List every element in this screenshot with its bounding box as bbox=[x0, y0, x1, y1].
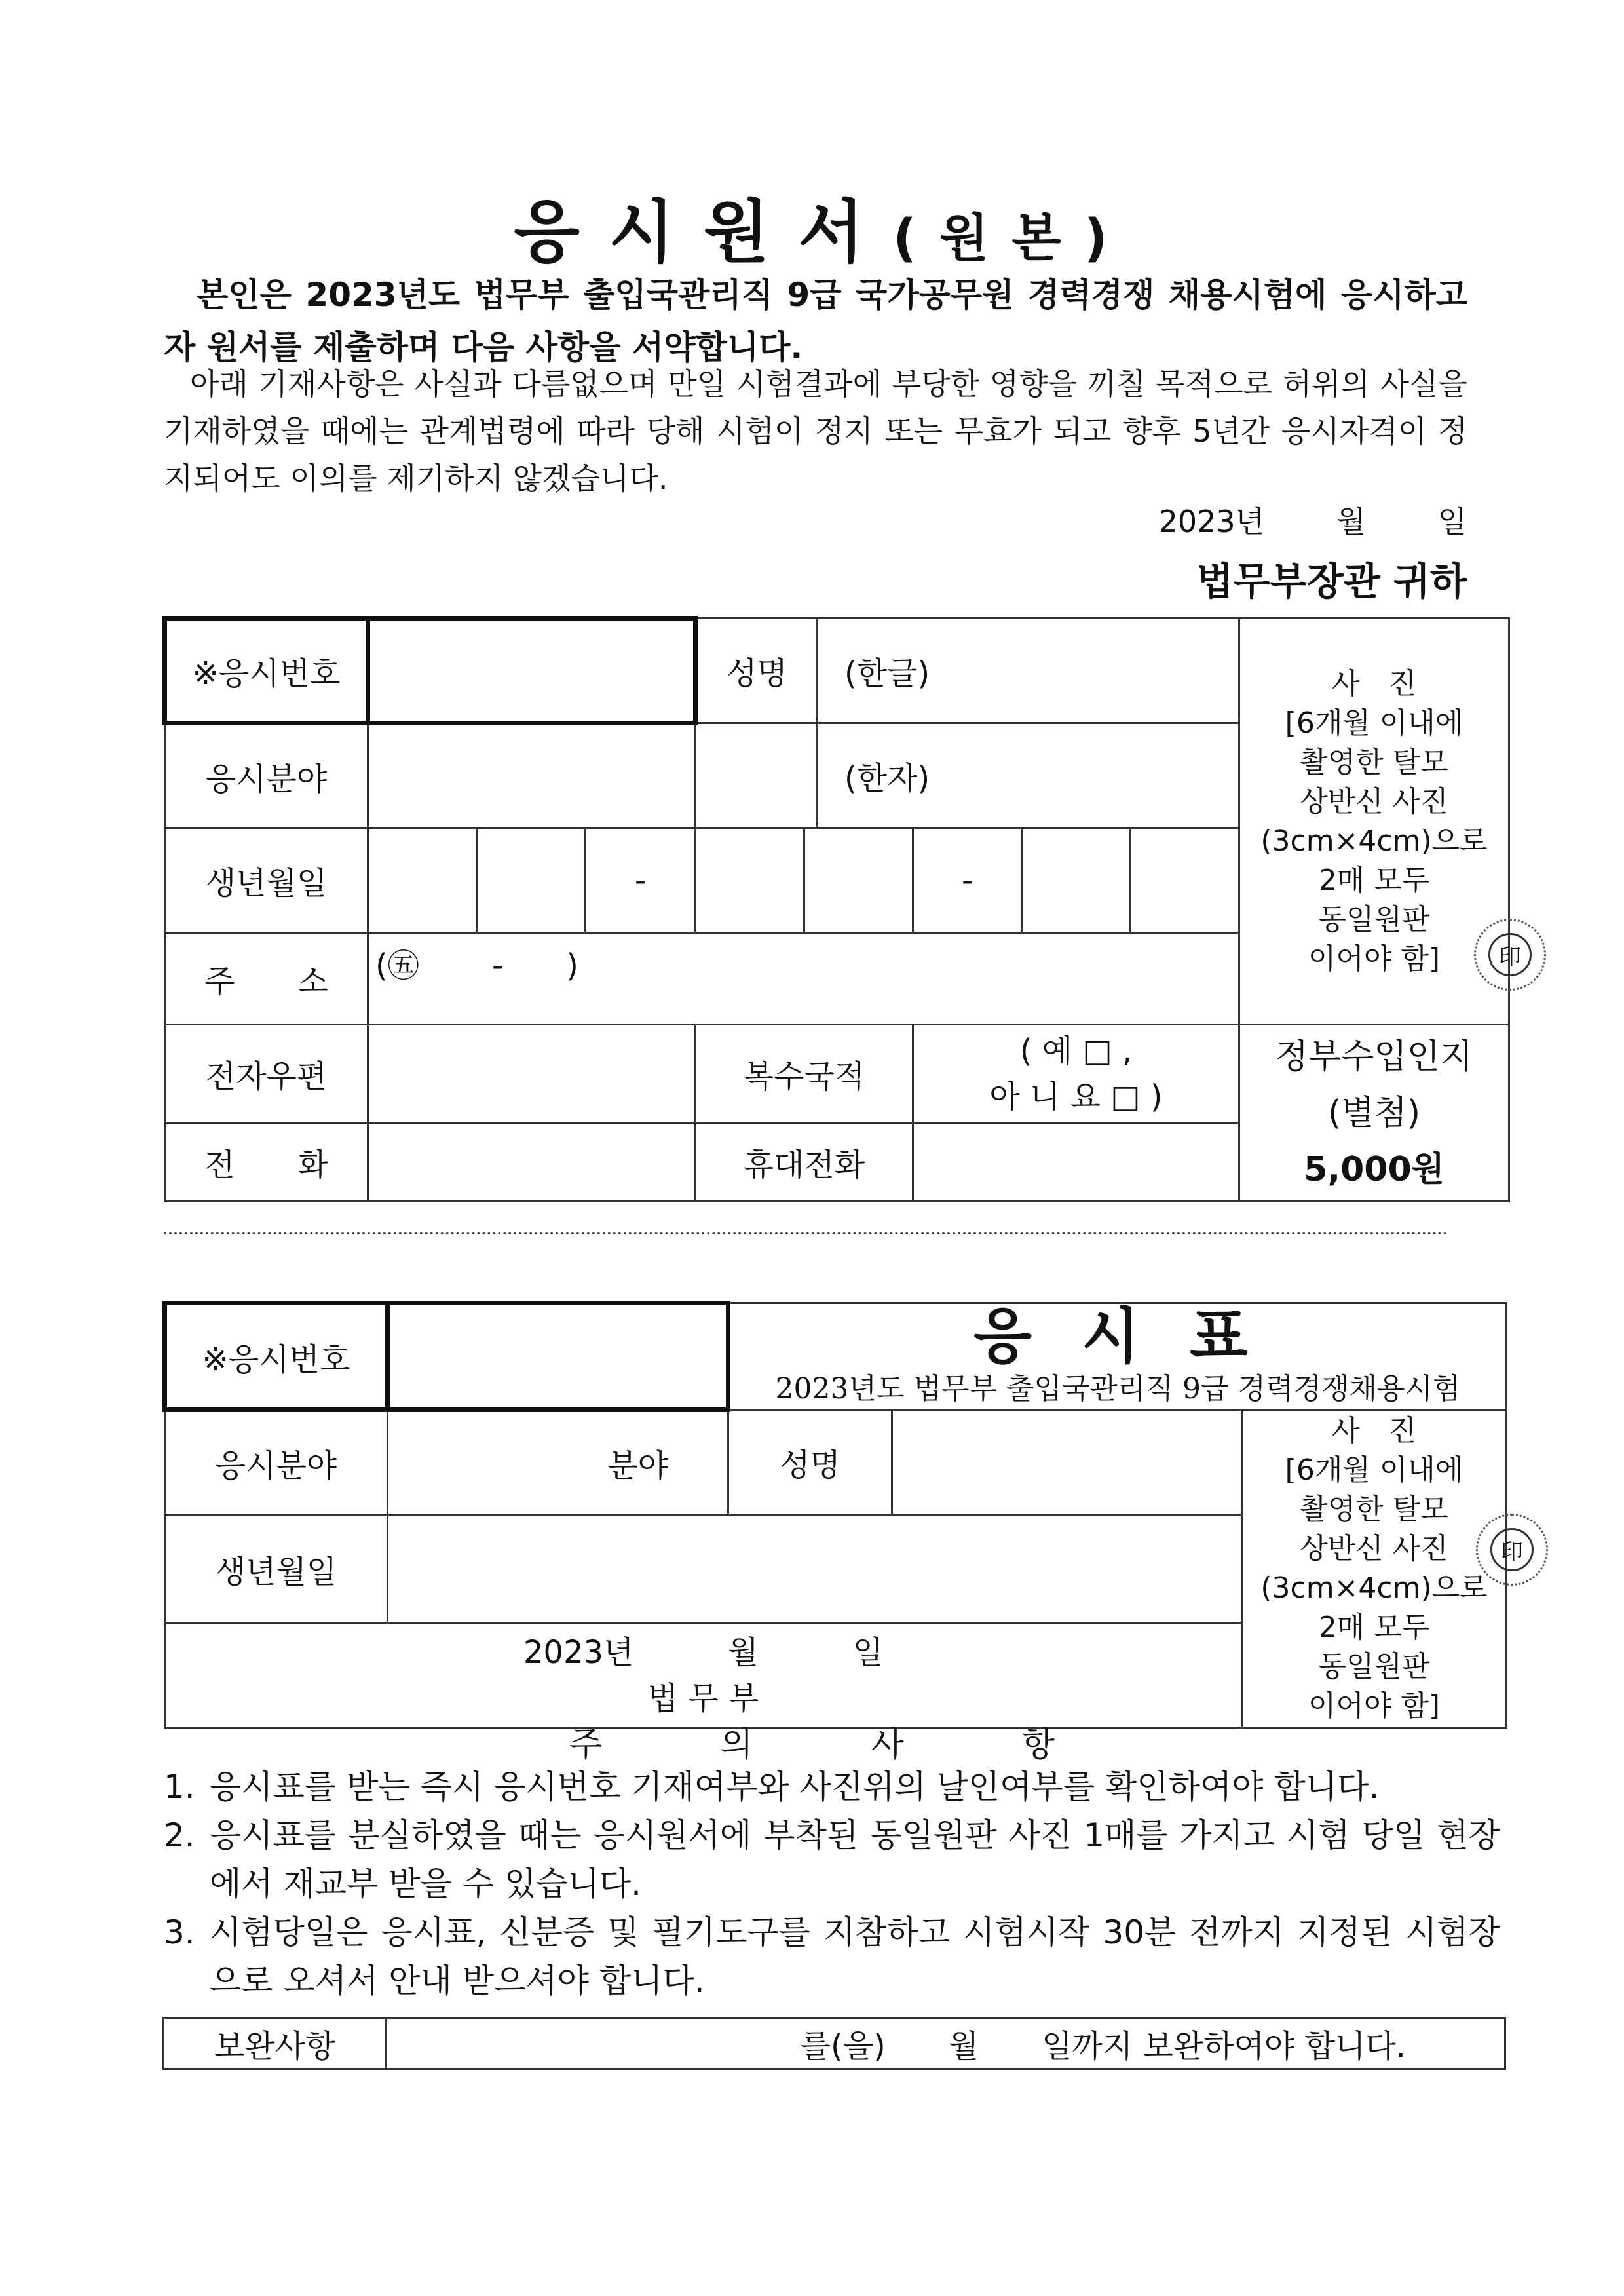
pledge-body: 아래 기재사항은 사실과 다름없으며 만일 시험결과에 부당한 영향을 끼칠 목적으로 허위의 사실을 기재하였을 때에는 관계법령에 따라 당해 시험이 정지 또는 무효가 되고 향후 5년간 응시자격이 정지되어도 이의를 제기하지 않겠습니다. bbox=[164, 366, 1467, 496]
stamp-amount: 5,000원 bbox=[1304, 1149, 1445, 1189]
dual-yes-option[interactable]: ( 예 □ , bbox=[1019, 1032, 1133, 1069]
birth-label: 생년월일 bbox=[165, 828, 368, 933]
pledge-statement: 본인은 2023년도 법무부 출입국관리직 9급 국가공무원 경력경쟁 채용시험에 응시하고자 원서를 제출하며 다음 사항을 서약합니다. bbox=[164, 276, 1467, 366]
date-day: 일 bbox=[1437, 504, 1467, 539]
phone-field[interactable] bbox=[368, 1123, 696, 1202]
stamp-note: (별첨) bbox=[1327, 1093, 1421, 1133]
photo-note-4: (3cm×4cm)으로 bbox=[1260, 824, 1488, 858]
photo-note-7: 이어야 함] bbox=[1308, 942, 1441, 976]
name-hangul-field[interactable] bbox=[818, 619, 1239, 723]
ticket-photo-box[interactable] bbox=[1242, 1410, 1507, 1728]
notes-heading-1: 주 bbox=[569, 1725, 603, 1765]
list-item bbox=[164, 1908, 1500, 2005]
seal-mark-ticket bbox=[1476, 1514, 1548, 1586]
ticket-issue-block bbox=[165, 1623, 1242, 1728]
application-form-table bbox=[162, 616, 1510, 1202]
date-month: 월 bbox=[1336, 504, 1366, 539]
birth-digit-5[interactable] bbox=[1022, 828, 1131, 933]
note-number: 1. bbox=[164, 1768, 195, 1806]
ticket-exam-number-label: ※응시번호 bbox=[165, 1303, 388, 1410]
note-text: 응시표를 받는 즉시 응시번호 기재여부와 사진위의 날인여부를 확인하여야 합니다. bbox=[210, 1768, 1380, 1806]
addressee: 법무부장관 귀하 bbox=[1196, 559, 1467, 603]
notes-heading-3: 사 bbox=[871, 1725, 904, 1765]
cut-line-divider bbox=[164, 1232, 1448, 1234]
ticket-photo-note-2: 촬영한 탈모 bbox=[1300, 1493, 1448, 1526]
email-label: 전자우편 bbox=[165, 1025, 368, 1123]
birth-digit-2[interactable] bbox=[477, 828, 586, 933]
note-number: 2. bbox=[164, 1816, 195, 1854]
seal-icon-ticket: 印 bbox=[1490, 1528, 1534, 1571]
exam-number-field[interactable] bbox=[368, 619, 696, 723]
ticket-field-label: 응시분야 bbox=[165, 1410, 388, 1515]
dual-nationality-options[interactable] bbox=[913, 1025, 1239, 1123]
supplement-text: 를(을) 월 일까지 보완하여야 합니다. bbox=[800, 2028, 1406, 2065]
ticket-photo-note-6: 동일원판 bbox=[1318, 1650, 1430, 1683]
hangul-label: (한글) bbox=[844, 655, 930, 692]
ticket-field-input[interactable] bbox=[388, 1410, 728, 1515]
address-field[interactable] bbox=[368, 933, 1239, 1025]
name-hanja-field[interactable] bbox=[818, 723, 1239, 828]
ticket-photo-note-1: [6개월 이내에 bbox=[1285, 1453, 1463, 1487]
exam-number-label: ※응시번호 bbox=[165, 619, 368, 723]
ticket-name-field[interactable] bbox=[892, 1410, 1242, 1515]
notes-heading bbox=[0, 1717, 1624, 1766]
mobile-field[interactable] bbox=[913, 1123, 1239, 1202]
admission-ticket-table bbox=[162, 1301, 1507, 1729]
date-year: 2023년 bbox=[1158, 504, 1265, 539]
note-text: 응시표를 분실하였을 때는 응시원서에 부착된 동일원판 사진 1매를 가지고 시험 당일 현장에서 재교부 받을 수 있습니다. bbox=[210, 1816, 1500, 1903]
ticket-issuer: 법 무 부 bbox=[647, 1679, 759, 1717]
notes-list bbox=[164, 1763, 1500, 2005]
field-input[interactable] bbox=[368, 723, 696, 828]
photo-note-1: [6개월 이내에 bbox=[1285, 706, 1463, 740]
birth-dash-1: - bbox=[586, 828, 696, 933]
supplement-table bbox=[162, 2017, 1506, 2070]
ticket-header bbox=[728, 1303, 1507, 1410]
notes-heading-2: 의 bbox=[720, 1725, 753, 1765]
revenue-stamp-box bbox=[1239, 1025, 1509, 1202]
ticket-name-label: 성명 bbox=[728, 1410, 892, 1515]
photo-title: 사 진 bbox=[1331, 666, 1416, 700]
note-number: 3. bbox=[164, 1913, 195, 1951]
ticket-birth-label: 생년월일 bbox=[165, 1515, 388, 1623]
photo-note-3: 상반신 사진 bbox=[1300, 784, 1448, 818]
ticket-title: 응 시 표 bbox=[973, 1301, 1262, 1371]
dual-nationality-label: 복수국적 bbox=[696, 1025, 913, 1123]
photo-note-6: 동일원판 bbox=[1318, 902, 1430, 936]
field-label: 응시분야 bbox=[165, 723, 368, 828]
ticket-date-line: 2023년 월 일 bbox=[523, 1634, 884, 1671]
ticket-photo-title: 사 진 bbox=[1332, 1414, 1417, 1447]
birth-dash-2: - bbox=[913, 828, 1022, 933]
phone-label: 전 화 bbox=[165, 1123, 368, 1202]
birth-digit-3[interactable] bbox=[696, 828, 804, 933]
field-extra[interactable] bbox=[696, 723, 818, 828]
supplement-field[interactable] bbox=[387, 2018, 1505, 2069]
photo-note-2: 촬영한 탈모 bbox=[1300, 745, 1448, 779]
notes-heading-4: 항 bbox=[1021, 1725, 1055, 1765]
ticket-birth-field[interactable] bbox=[388, 1515, 1242, 1623]
birth-digit-4[interactable] bbox=[804, 828, 913, 933]
postal-code-placeholder: (㊄ - ) bbox=[375, 947, 579, 984]
seal-mark-application bbox=[1474, 919, 1546, 991]
birth-digit-6[interactable] bbox=[1131, 828, 1239, 933]
address-label: 주 소 bbox=[165, 933, 368, 1025]
ticket-subtitle: 2023년도 법무부 출입국관리직 9급 경력경쟁채용시험 bbox=[775, 1372, 1461, 1406]
name-label: 성명 bbox=[696, 619, 818, 723]
ticket-photo-note-4: (3cm×4cm)으로 bbox=[1260, 1571, 1488, 1605]
mobile-label: 휴대전화 bbox=[696, 1123, 913, 1202]
email-field[interactable] bbox=[368, 1025, 696, 1123]
photo-note-5: 2매 모두 bbox=[1318, 863, 1430, 897]
list-item bbox=[164, 1763, 1500, 1811]
supplement-label: 보완사항 bbox=[164, 2018, 387, 2069]
note-text: 시험당일은 응시표, 신분증 및 필기도구를 지참하고 시험시작 30분 전까지 지정된 시험장으로 오셔서 안내 받으셔야 합니다. bbox=[210, 1913, 1500, 2000]
ticket-photo-note-7: 이어야 함] bbox=[1308, 1689, 1441, 1723]
form-title bbox=[0, 177, 1624, 275]
form-title-main: 응 시 원 서 bbox=[514, 192, 867, 272]
ticket-field-suffix: 분야 bbox=[607, 1447, 668, 1484]
photo-box[interactable] bbox=[1239, 619, 1509, 1025]
form-title-sub: ( 원 본 ) bbox=[893, 209, 1110, 268]
list-item bbox=[164, 1811, 1500, 1908]
stamp-label: 정부수입인지 bbox=[1275, 1037, 1473, 1077]
seal-icon: 印 bbox=[1488, 933, 1532, 976]
ticket-photo-note-3: 상반신 사진 bbox=[1300, 1532, 1448, 1565]
application-date bbox=[1159, 498, 1467, 541]
ticket-photo-note-5: 2매 모두 bbox=[1318, 1611, 1430, 1644]
birth-digit-1[interactable] bbox=[368, 828, 477, 933]
hanja-label: (한자) bbox=[844, 760, 930, 797]
dual-no-option[interactable]: 아 니 요 □ ) bbox=[989, 1078, 1163, 1115]
ticket-exam-number-field[interactable] bbox=[388, 1303, 728, 1410]
